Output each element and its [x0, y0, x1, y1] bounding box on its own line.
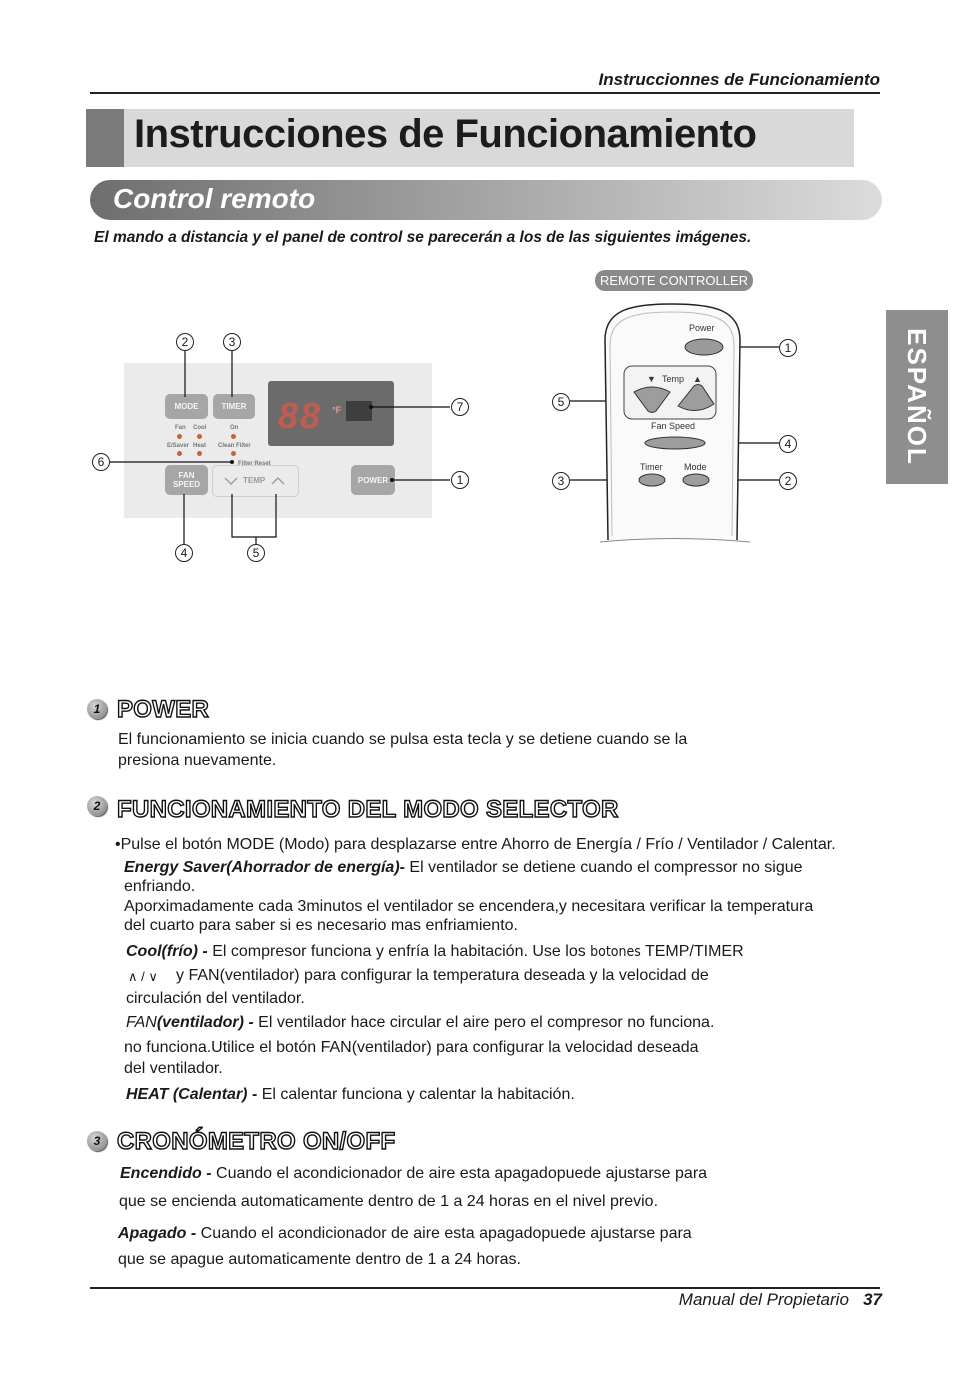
heat-text: El calentar funciona y calentar la habitación.: [257, 1086, 575, 1103]
encendido-text: Cuando el acondicionador de aire esta apagadopuede ajustarse para: [211, 1165, 708, 1182]
footer-manual-title: Manual del Propietario: [678, 1290, 849, 1309]
page-number: 37: [863, 1290, 882, 1309]
intro-text: El mando a distancia y el panel de control se parecerán a los de las siguientes imágenes.: [94, 229, 752, 246]
panel-leader-lines: [0, 0, 954, 620]
cool-line-1: [126, 942, 744, 962]
cool-text-a: El compresor funciona y enfría la habitación. Use los: [207, 943, 591, 960]
remote-callout-4: 4: [779, 435, 797, 453]
remote-timer-label: Timer: [640, 462, 663, 472]
remote-fan-speed-label: Fan Speed: [651, 421, 696, 431]
section-title: Control remoto: [113, 183, 316, 214]
panel-heat-label: Heat: [193, 443, 207, 449]
heat-line-1: [126, 1085, 575, 1105]
section-1-number-badge: 1: [87, 699, 107, 719]
panel-clean-filter-label: Clean Filter: [218, 443, 251, 449]
energy-saver-label: Energy Saver(Ahorrador de energía)-: [124, 859, 405, 876]
panel-callout-7: 7: [451, 398, 469, 416]
cool-label: Cool(frío) -: [126, 943, 208, 960]
panel-display-digits: 88: [278, 395, 323, 436]
energy-saver-line-2: enfriando.: [124, 878, 196, 895]
cool-line-2: y FAN(ventilador) para configurar la temperatura deseada y la velocidad de: [176, 967, 709, 984]
remote-temp-up-icon: ▲: [693, 374, 702, 384]
section-1-heading: POWER: [117, 696, 210, 723]
panel-mode-button: MODE: [165, 394, 208, 419]
panel-filter-reset-label: Filter Reset: [238, 461, 271, 467]
fan-line-3: del ventilador.: [124, 1060, 223, 1077]
section-3-number-badge: 3: [87, 1131, 107, 1151]
panel-fan-label: Fan: [175, 425, 186, 431]
panel-callout-6: 6: [92, 453, 110, 471]
cool-text-botones: botones: [590, 944, 641, 960]
apagado-text: Cuando el acondicionador de aire esta apagadopuede ajustarse para: [196, 1225, 692, 1242]
fan-line-2: no funciona.Utilice el botón FAN(ventilador) para configurar la velocidad deseada: [124, 1039, 699, 1056]
section-1-line-1: El funcionamiento se inicia cuando se pulsa esta tecla y se detiene cuando se la: [118, 731, 688, 748]
remote-temp-label: Temp: [662, 374, 685, 384]
section-1-line-2: presiona nuevamente.: [118, 752, 277, 769]
section-2-number-badge: 2: [87, 796, 107, 816]
panel-display-unit: °F: [332, 405, 342, 415]
running-header: Instruccionnes de Funcionamiento: [598, 70, 880, 89]
remote-callout-2: 2: [779, 472, 797, 490]
energy-saver-text: El ventilador se detiene cuando el compressor no sigue: [404, 859, 803, 876]
heat-label: HEAT (Calentar) -: [126, 1086, 258, 1103]
panel-on-label: On: [230, 425, 239, 431]
section-2-heading: FUNCIONAMIENTO DEL MODO SELECTOR: [117, 796, 619, 823]
language-tab-label: ESPAÑOL: [902, 328, 933, 466]
panel-callout-1: 1: [451, 471, 469, 489]
remote-power-label: Power: [689, 323, 715, 333]
remote-temp-down-icon: ▼: [647, 374, 656, 384]
remote-callout-3: 3: [552, 472, 570, 490]
remote-controller-tag: REMOTE CONTROLLER: [595, 270, 753, 291]
encendido-line-2: que se encienda automaticamente dentro de 1 a 24 horas en el nivel previo.: [119, 1193, 659, 1210]
page-title: Instrucciones de Funcionamiento: [134, 112, 757, 156]
panel-callout-5: 5: [247, 544, 265, 562]
panel-fan-speed-button: FAN SPEED: [165, 465, 208, 495]
panel-timer-button: TIMER: [213, 394, 255, 419]
encendido-label: Encendido -: [120, 1165, 212, 1182]
panel-power-button: POWER: [351, 465, 395, 495]
panel-cool-label: Cool: [193, 425, 207, 431]
panel-callout-4: 4: [175, 544, 193, 562]
panel-temp-label: TEMP: [243, 476, 266, 485]
section-2-bullet: •Pulse el botón MODE (Modo) para desplazarse entre Ahorro de Energía / Frío / Ventilador / Calentar.: [115, 836, 836, 853]
remote-mode-label: Mode: [684, 462, 707, 472]
panel-callout-3: 3: [223, 333, 241, 351]
cool-line-3: circulación del ventilador.: [126, 990, 305, 1007]
energy-saver-line-3: Aporximadamente cada 3minutos el ventilador se encendera,y necesitara verificar la temperatura: [124, 898, 814, 915]
section-3-heading: CRONÓMETRO ON/OFF: [117, 1128, 396, 1155]
encendido-line-1: [120, 1164, 707, 1184]
footer-rule: [90, 1287, 880, 1289]
apagado-line-1: [118, 1224, 692, 1244]
energy-saver-line-1: [124, 858, 803, 878]
energy-saver-line-4: del cuarto para saber si es necesario mas enfriamiento.: [124, 917, 518, 934]
remote-callout-5: 5: [552, 393, 570, 411]
panel-esaver-label: E/Saver: [167, 443, 190, 449]
apagado-label: Apagado -: [118, 1225, 197, 1242]
apagado-line-2: que se apague automaticamente dentro de 1 a 24 horas.: [118, 1251, 521, 1268]
panel-callout-2: 2: [176, 333, 194, 351]
remote-callout-1: 1: [779, 339, 797, 357]
footer: [600, 1290, 882, 1310]
cool-arrows: ∧ / ∨: [128, 969, 158, 984]
fan-label-b: (ventilador) -: [156, 1014, 254, 1031]
fan-text: El ventilador hace circular el aire pero el compresor no funciona.: [253, 1014, 715, 1031]
fan-label-a: FAN: [126, 1014, 157, 1031]
fan-line-1: [126, 1013, 714, 1033]
cool-text-c: TEMP/TIMER: [640, 943, 744, 960]
